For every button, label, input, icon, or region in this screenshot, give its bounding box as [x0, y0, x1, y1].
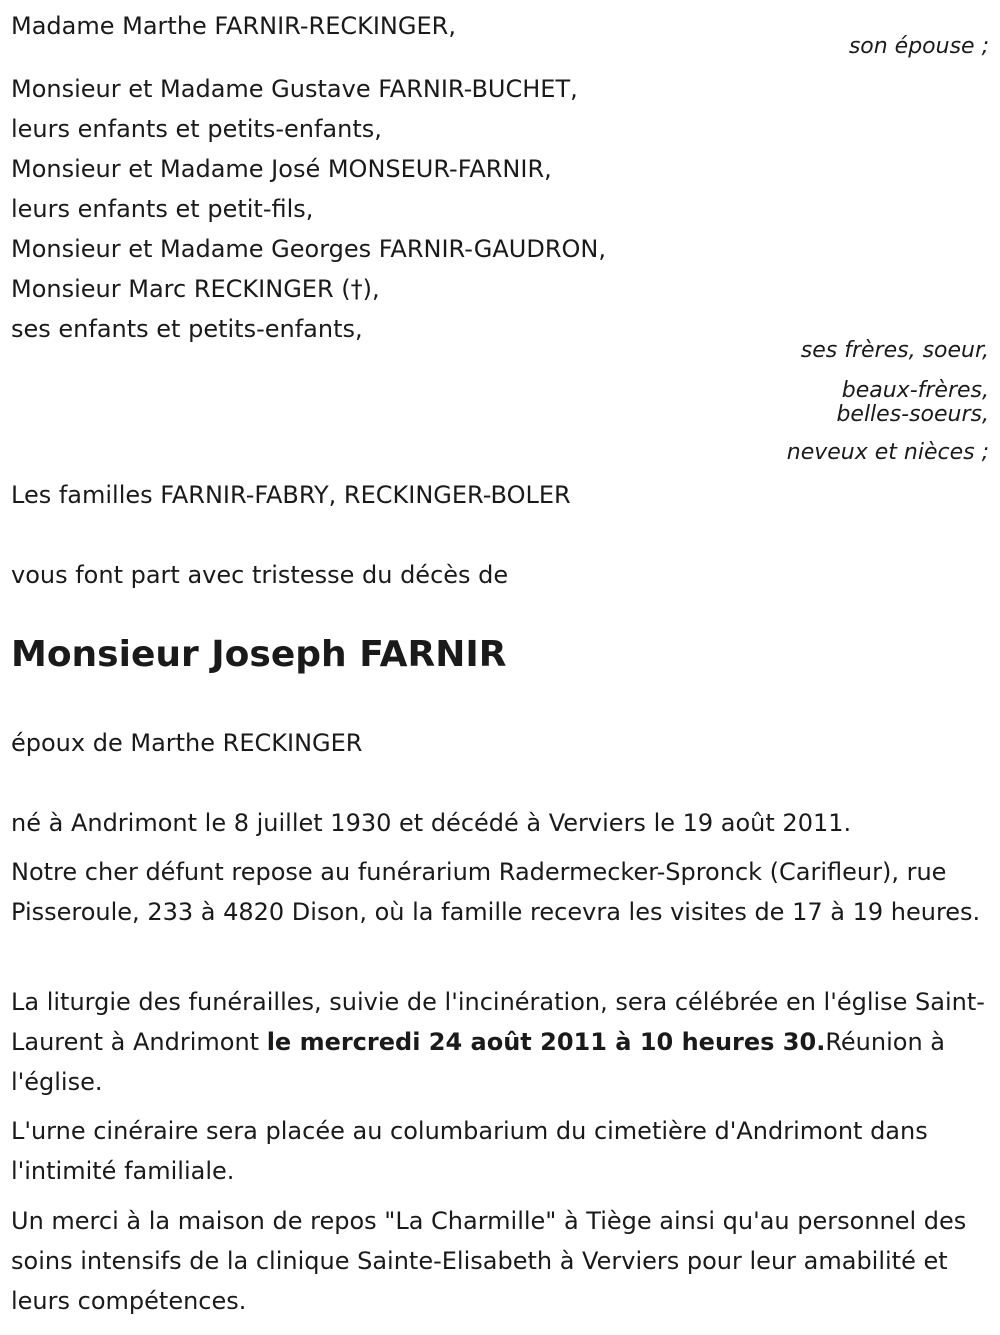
birth-death: né à Andrimont le 8 juillet 1930 et décédé à Verviers le 19 août 2011. — [11, 809, 852, 837]
family-role: ses frères, soeur, — [800, 338, 989, 363]
other-families: Les familles FARNIR-FABRY, RECKINGER-BOLER — [11, 481, 571, 509]
family-line: Monsieur et Madame José MONSEUR-FARNIR, — [11, 155, 552, 183]
family-role: belles-soeurs, — [836, 402, 989, 427]
family-line: leurs enfants et petit-fils, — [11, 195, 314, 223]
family-line: Monsieur Marc RECKINGER (†), — [11, 275, 380, 303]
deceased-name: Monsieur Joseph FARNIR — [11, 634, 507, 675]
spouse-of: époux de Marthe RECKINGER — [11, 729, 363, 757]
family-line: leurs enfants et petits-enfants, — [11, 115, 382, 143]
family-role: beaux-frères, — [841, 378, 989, 403]
intro-text: vous font part avec tristesse du décès de — [11, 561, 509, 589]
thanks-paragraph: Un merci à la maison de repos "La Charmille" à Tiège ainsi qu'au personnel des soins intensifs de la clinique Sainte-Elisabeth à Verviers pour leur amabilité et leurs compétences. — [11, 1207, 967, 1315]
liturgy-meeting: Réunion à l'église. — [11, 1028, 945, 1096]
liturgy-paragraph — [11, 982, 989, 1102]
family-line: Monsieur et Madame Georges FARNIR-GAUDRON, — [11, 235, 606, 263]
family-role: neveux et nièces ; — [786, 440, 989, 465]
rest-place-paragraph: Notre cher défunt repose au funérarium Radermecker-Spronck (Carifleur), rue Pisseroule, 233 à 4820 Dison, où la famille recevra les visites de 17 à 19 heures. — [11, 858, 981, 926]
urn-paragraph: L'urne cinéraire sera placée au columbarium du cimetière d'Andrimont dans l'intimité familiale. — [11, 1117, 928, 1185]
spouse-role: son épouse ; — [848, 34, 989, 59]
family-line: ses enfants et petits-enfants, — [11, 315, 363, 343]
liturgy-text: La liturgie des funérailles, suivie de l'incinération, sera célébrée en l'église Saint-Laurent à Andrimont — [11, 988, 985, 1056]
liturgy-date: le mercredi 24 août 2011 à 10 heures 30. — [266, 1028, 826, 1056]
family-line: Monsieur et Madame Gustave FARNIR-BUCHET, — [11, 75, 578, 103]
spouse-name: Madame Marthe FARNIR-RECKINGER, — [11, 12, 456, 40]
